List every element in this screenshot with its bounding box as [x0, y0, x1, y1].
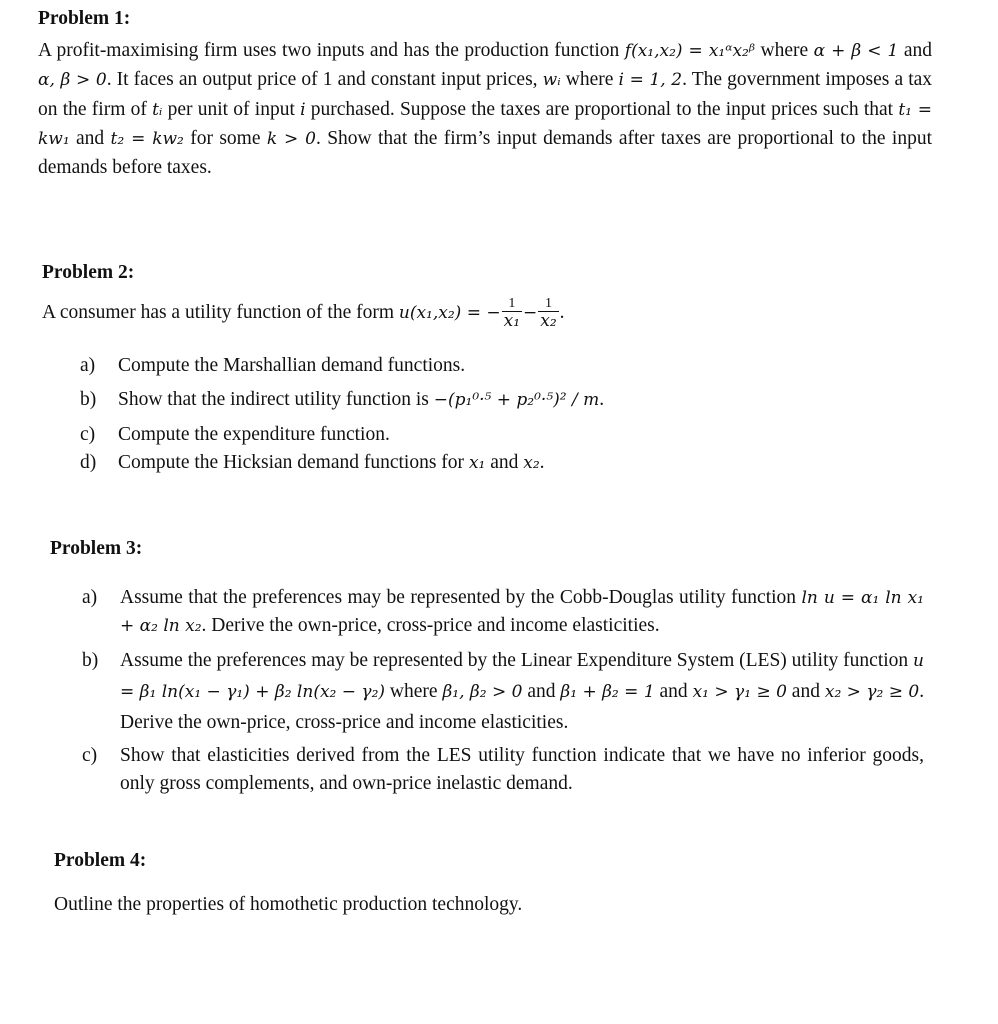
problem-2-title: Problem 2: [42, 262, 135, 283]
problem-3-list [82, 584, 924, 799]
problem-4-text: Outline the properties of homothetic production technology. [54, 894, 523, 915]
list-item: c) Compute the expenditure function. [80, 423, 390, 445]
list-item: b) Show that the indirect utility function is −(p₁⁰·⁵ + p₂⁰·⁵)² / m. [80, 389, 605, 411]
list-item: a) Assume that the preferences may be represented by the Cobb-Douglas utility function ln u = α₁ ln x₁ + α₂ ln x₂. Derive the own-price, cross-price and income elasticities. [82, 587, 924, 637]
problem-2-list [80, 352, 700, 477]
list-item: b) Assume the preferences may be represented by the Linear Expenditure System (LES) utility function u = β₁ ln(x₁ − γ₁) + β₂ ln(x₂ − γ₂) where β₁, β₂ > 0 and β₁ + β₂ = 1 and x₁ > γ₁ ≥ 0 and x₂ > γ₂ ≥ 0. Derive the own-price, cross-price and income elasticities. [82, 649, 925, 733]
list-item: d) Compute the Hicksian demand functions for x₁ and x₂. [80, 451, 545, 473]
list-item: c) Show that elasticities derived from the LES utility function indicate that we have no inferior goods, only gross complements, and own-price inelastic demand. [82, 745, 924, 795]
problem-1-text: A profit-maximising firm uses two inputs and has the production function f(x₁,x₂) = x₁ᵅx₂ᵝ where α + β < 1 and α, β > 0. It faces an output price of 1 and constant input prices, wᵢ where i = 1, 2. The government imposes a tax on the firm of tᵢ per unit of input i purchased. Suppose the taxes are proportional to the input prices such that t₁ = kw₁ and t₂ = kw₂ for some k > 0. Show that the firm’s input demands after taxes are proportional to the input demands before taxes. [38, 40, 933, 178]
fraction-1-over-x1: $\frac{1}{\text{x₁}}$ [503, 296, 521, 332]
list-item: a) Compute the Marshallian demand functions. [80, 355, 466, 376]
fraction-1-over-x2: $\frac{1}{\text{x₂}}$ [540, 296, 557, 332]
problem-2-intro: A consumer has a utility function of the form u(x₁,x₂) = − $\frac{1}{\text{x₁}}$ − $\frac{1}{\text{x₂}}$ . [42, 296, 565, 332]
problem-4-title: Problem 4: [54, 850, 147, 871]
problem-3-title: Problem 3: [50, 538, 143, 559]
problem-1-title: Problem 1: [38, 8, 131, 29]
